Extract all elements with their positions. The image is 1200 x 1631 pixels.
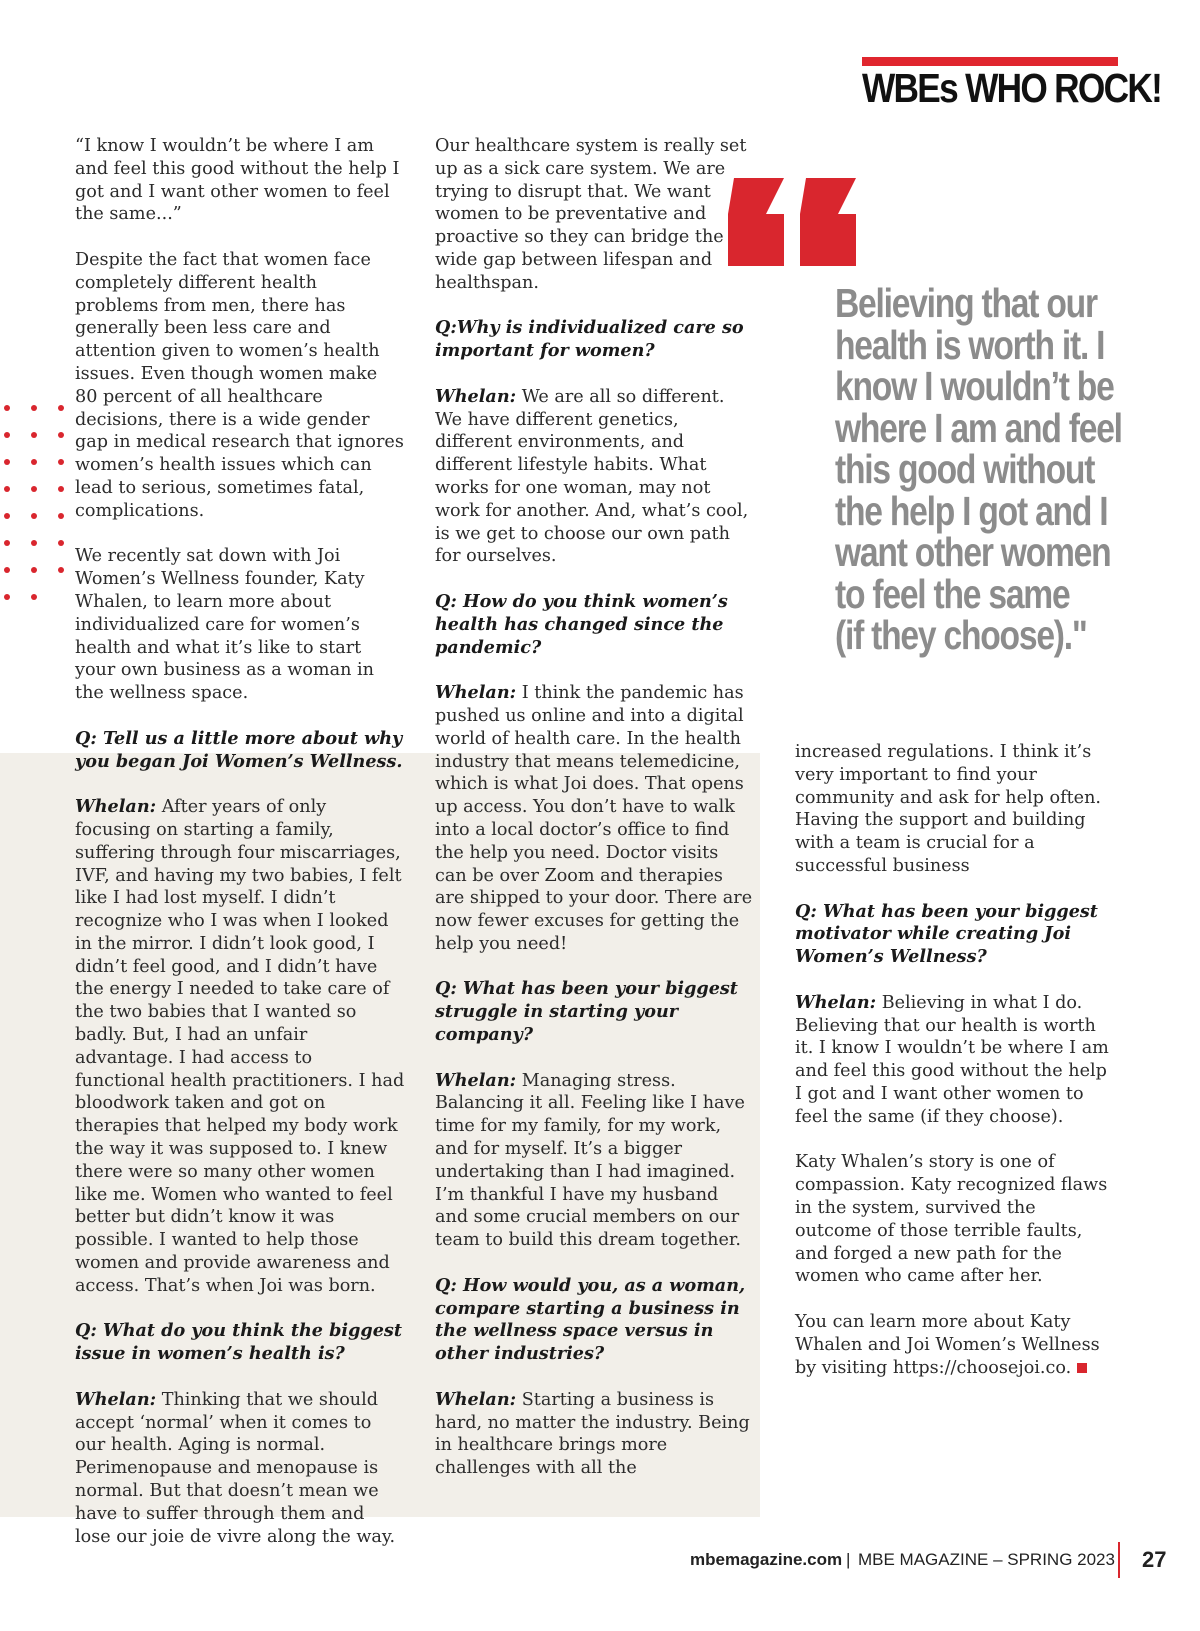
question-heading: Q: What has been your biggest motivator while creating Joi Women’s Wellness? bbox=[795, 900, 1098, 968]
speaker-label: Whelan: bbox=[75, 796, 157, 818]
question-heading: Q:Why is individualized care so important for women? bbox=[435, 317, 744, 362]
article-column-1 bbox=[75, 135, 405, 1548]
paragraph: increased regulations. I think it’s very important to find your community and ask for help often. Having the support and building with a team is crucial for a successful business bbox=[795, 742, 1101, 876]
pull-quote-line: (if they choose)." bbox=[835, 612, 1087, 658]
pull-quote bbox=[835, 280, 1122, 658]
section-title: WBEs WHO ROCK! bbox=[862, 65, 1162, 111]
quote-mark-icon bbox=[726, 170, 866, 270]
speaker-label: Whelan: bbox=[435, 1069, 517, 1091]
speaker-label: Whelan: bbox=[435, 1388, 517, 1410]
answer-text: After years of only focusing on starting a family, suffering through four miscarriages, IVF, and having my two babies, I felt like I had lost myself. I didn’t recognize who I was when I looked in the mirror. I didn’t look good, I didn’t feel good, and I didn’t have the energy I needed to take care of the two babies that I wanted so badly. But, I had an unfair advantage. I had access to functional health practitioners. I had bloodwork taken and got on therapies that helped my body work the way it was supposed to. I knew there were so many other women like me. Women who wanted to feel better but didn’t know it was possible. I wanted to help those women and provide awareness and access. That’s when Joi was born. bbox=[75, 797, 405, 1296]
speaker-label: Whelan: bbox=[795, 991, 877, 1013]
paragraph: Our healthcare system is really set up as a sick care system. We are trying to disrupt that. We want women to be preventative and proactive so they can bridge the wide gap between lifespan and healthspan. bbox=[435, 136, 747, 293]
footer-issue: MBE MAGAZINE – SPRING 2023 bbox=[858, 1550, 1115, 1569]
answer-text: Believing in what I do. Believing that our health is worth it. I know I wouldn’t be where I am and feel this good without the help I got and I want other women to feel the same (if they choose). bbox=[795, 992, 1109, 1127]
answer-paragraph bbox=[435, 386, 755, 568]
pull-quote-line: where I am and feel bbox=[835, 404, 1122, 451]
answer-paragraph bbox=[75, 796, 405, 1298]
page-footer bbox=[690, 1542, 1167, 1578]
pull-quote-line: this good without bbox=[835, 446, 1095, 492]
article-column-3 bbox=[795, 741, 1115, 1379]
answer-text: I think the pandemic has pushed us online and into a digital world of health care. In the health industry that means telemedicine, which is what Joi does. That opens up access. You don’t have to walk into a local doctor’s office to find the help you need. Doctor visits can be over Zoom and therapies are shipped to your door. There are now fewer excuses for getting the help you need! bbox=[435, 683, 753, 954]
answer-text: Starting a business is hard, no matter the industry. Being in healthcare brings more challenges with all the bbox=[435, 1389, 750, 1479]
paragraph: We recently sat down with Joi Women’s Wellness founder, Katy Whalen, to learn more about individualized care for women’s health and what it’s like to start your own business as a woman in the wellness space. bbox=[75, 546, 374, 704]
question-heading: Q: How do you think women’s health has changed since the pandemic? bbox=[435, 590, 728, 658]
question-heading: Q: Tell us a little more about why you began Joi Women’s Wellness. bbox=[75, 727, 403, 772]
footer-divider bbox=[1118, 1542, 1120, 1578]
question-heading: Q: What has been your biggest struggle in starting your company? bbox=[435, 978, 738, 1046]
pull-quote-line: want other women bbox=[835, 529, 1111, 575]
answer-paragraph bbox=[435, 682, 755, 956]
speaker-label: Whelan: bbox=[435, 385, 517, 407]
closing-text: You can learn more about Katy Whalen and Joi Women’s Wellness by visiting https://choosejoi.co. bbox=[795, 1311, 1100, 1378]
article-column-2 bbox=[435, 135, 755, 1480]
speaker-label: Whelan: bbox=[435, 682, 517, 704]
pull-quote-line: Believing that our bbox=[835, 280, 1097, 326]
answer-paragraph bbox=[435, 1389, 755, 1480]
answer-paragraph bbox=[75, 1389, 405, 1549]
pull-quote-line: to feel the same bbox=[835, 570, 1070, 617]
answer-text: Thinking that we should accept ‘normal’ when it comes to our health. Aging is normal. Perimenopause and menopause is normal. But that doesn’t mean we have to suffer through them and lose our joie de vivre along the way. bbox=[75, 1389, 396, 1547]
paragraph: Katy Whalen’s story is one of compassion. Katy recognized flaws in the system, survived the outcome of those terrible faults, and forged a new path for the women who came after her. bbox=[795, 1152, 1108, 1287]
answer-text: Managing stress. Balancing it all. Feeling like I have time for my family, for my work, and for myself. It’s a bigger undertaking than I had imagined. I’m thankful I have my husband and some crucial members on our team to build this dream together. bbox=[435, 1070, 745, 1251]
end-mark-icon bbox=[1077, 1363, 1087, 1373]
answer-paragraph bbox=[795, 992, 1115, 1129]
pull-quote-line: health is worth it. I bbox=[835, 321, 1105, 368]
pull-quote-line: the help I got and I bbox=[835, 487, 1108, 534]
page-number: 27 bbox=[1142, 1547, 1167, 1572]
answer-text: We are all so different. We have different genetics, different environments, and different lifestyle habits. What works for one woman, may not work for another. And, what’s cool, is we get to choose our own path for ourselves. bbox=[435, 386, 749, 567]
paragraph: Despite the fact that women face completely different health problems from men, there has generally been less care and attention given to women’s health issues. Even though women make 80 percent of all healthcare decisions, there is a wide gender gap in medical research that ignores women’s health issues which can lead to serious, sometimes fatal, complications. bbox=[75, 249, 404, 521]
footer-separator: | bbox=[846, 1550, 851, 1569]
footer-website: mbemagazine.com bbox=[690, 1550, 843, 1569]
opening-quote: “I know I wouldn’t be where I am and feel this good without the help I got and I want other women to feel the same...” bbox=[75, 136, 400, 225]
answer-paragraph bbox=[435, 1070, 755, 1252]
closing-paragraph bbox=[795, 1311, 1115, 1379]
question-heading: Q: How would you, as a woman, compare starting a business in the wellness space versus in other industries? bbox=[435, 1274, 746, 1365]
pull-quote-line: know I wouldn’t be bbox=[835, 363, 1114, 409]
question-heading: Q: What do you think the biggest issue in women’s health is? bbox=[75, 1320, 402, 1365]
dot-grid-decoration bbox=[0, 400, 70, 600]
speaker-label: Whelan: bbox=[75, 1388, 157, 1410]
